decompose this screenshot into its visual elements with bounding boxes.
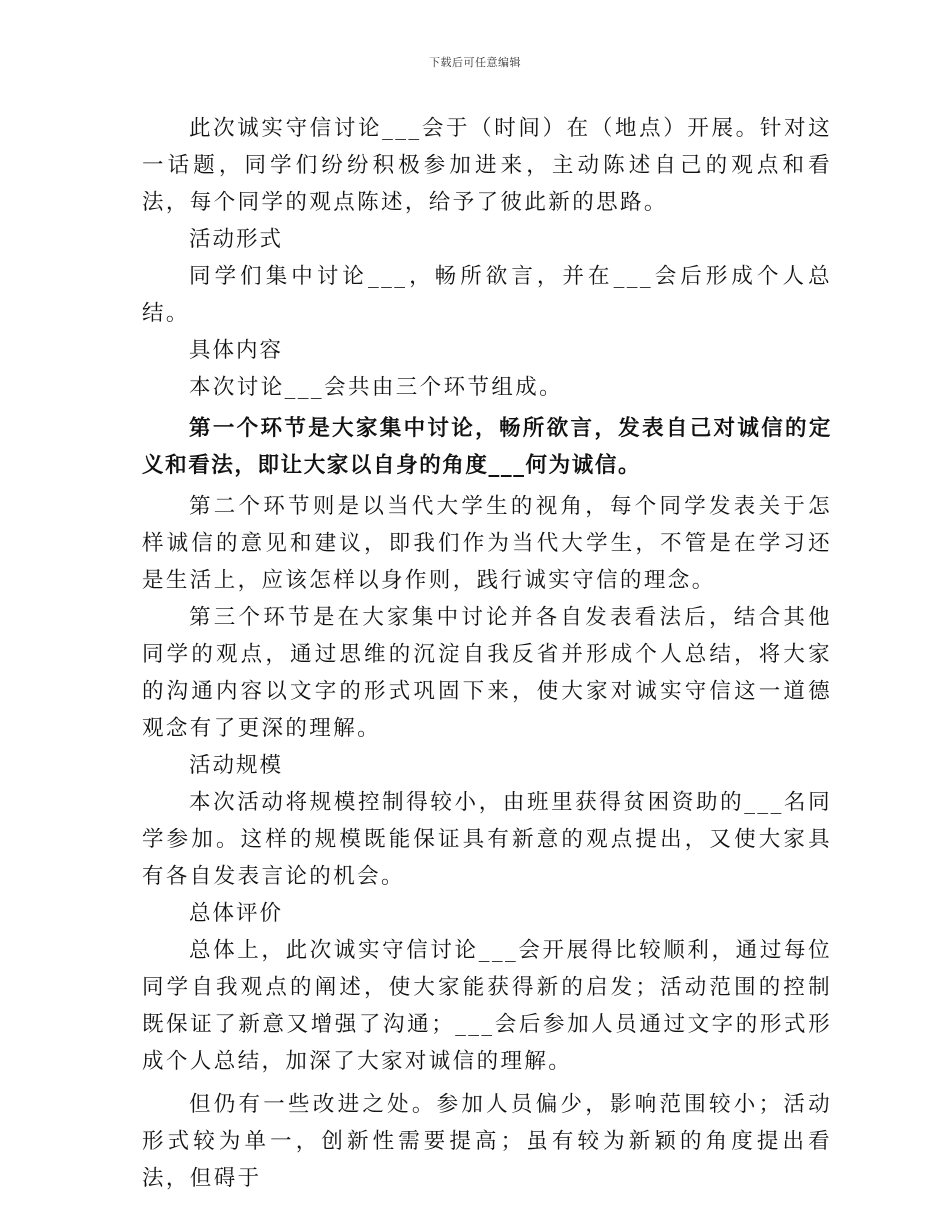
paragraph-content: 本次讨论___会共由三个环节组成。 bbox=[189, 375, 564, 400]
section-heading-content: 具体内容 bbox=[189, 338, 284, 363]
paragraph-evaluation: 总体上，此次诚实守信讨论___会开展得比较顺利，通过每位同学自我观点的阐述，使大家能获得新的启发；活动范围的控制既保证了新意又增强了沟通；___会后参加人员通过文字的形式形成个人总结，加深了大家对诚信的理解。 bbox=[142, 938, 832, 1074]
document-body bbox=[142, 110, 832, 1197]
paragraph-third-step: 第三个环节是在大家集中讨论并各自发表看法后，结合其他同学的观点，通过思维的沉淀自我反省并形成个人总结，将大家的沟通内容以文字的形式巩固下来，使大家对诚实守信这一道德观念有了更深的理解。 bbox=[142, 605, 832, 741]
paragraph-scale: 本次活动将规模控制得较小，由班里获得贫困资助的___名同学参加。这样的规模既能保证具有新意的观点提出，又使大家具有各自发表言论的机会。 bbox=[142, 790, 832, 889]
page-header: 下载后可任意编辑 bbox=[429, 56, 521, 69]
paragraph-intro: 此次诚实守信讨论___会于（时间）在（地点）开展。针对这一话题，同学们纷纷积极参加进来，主动陈述自己的观点和看法，每个同学的观点陈述，给予了彼此新的思路。 bbox=[142, 116, 832, 215]
paragraph-second-step: 第二个环节则是以当代大学生的视角，每个同学发表关于怎样诚信的意见和建议，即我们作为当代大学生，不管是在学习还是生活上，应该怎样以身作则，践行诚实守信的理念。 bbox=[142, 494, 832, 593]
paragraph-first-step: 第一个环节是大家集中讨论，畅所欲言，发表自己对诚信的定义和看法，即让大家以自身的角度___何为诚信。 bbox=[142, 416, 832, 478]
paragraph-improvement: 但仍有一些改进之处。参加人员偏少，影响范围较小；活动形式较为单一，创新性需要提高；虽有较为新颖的角度提出看法，但碍于 bbox=[142, 1092, 832, 1191]
section-heading-evaluation: 总体评价 bbox=[189, 901, 284, 926]
section-heading-scale: 活动规模 bbox=[189, 753, 284, 778]
paragraph-form: 同学们集中讨论___，畅所欲言，并在___会后形成个人总结。 bbox=[142, 264, 832, 326]
section-heading-form: 活动形式 bbox=[189, 227, 284, 252]
